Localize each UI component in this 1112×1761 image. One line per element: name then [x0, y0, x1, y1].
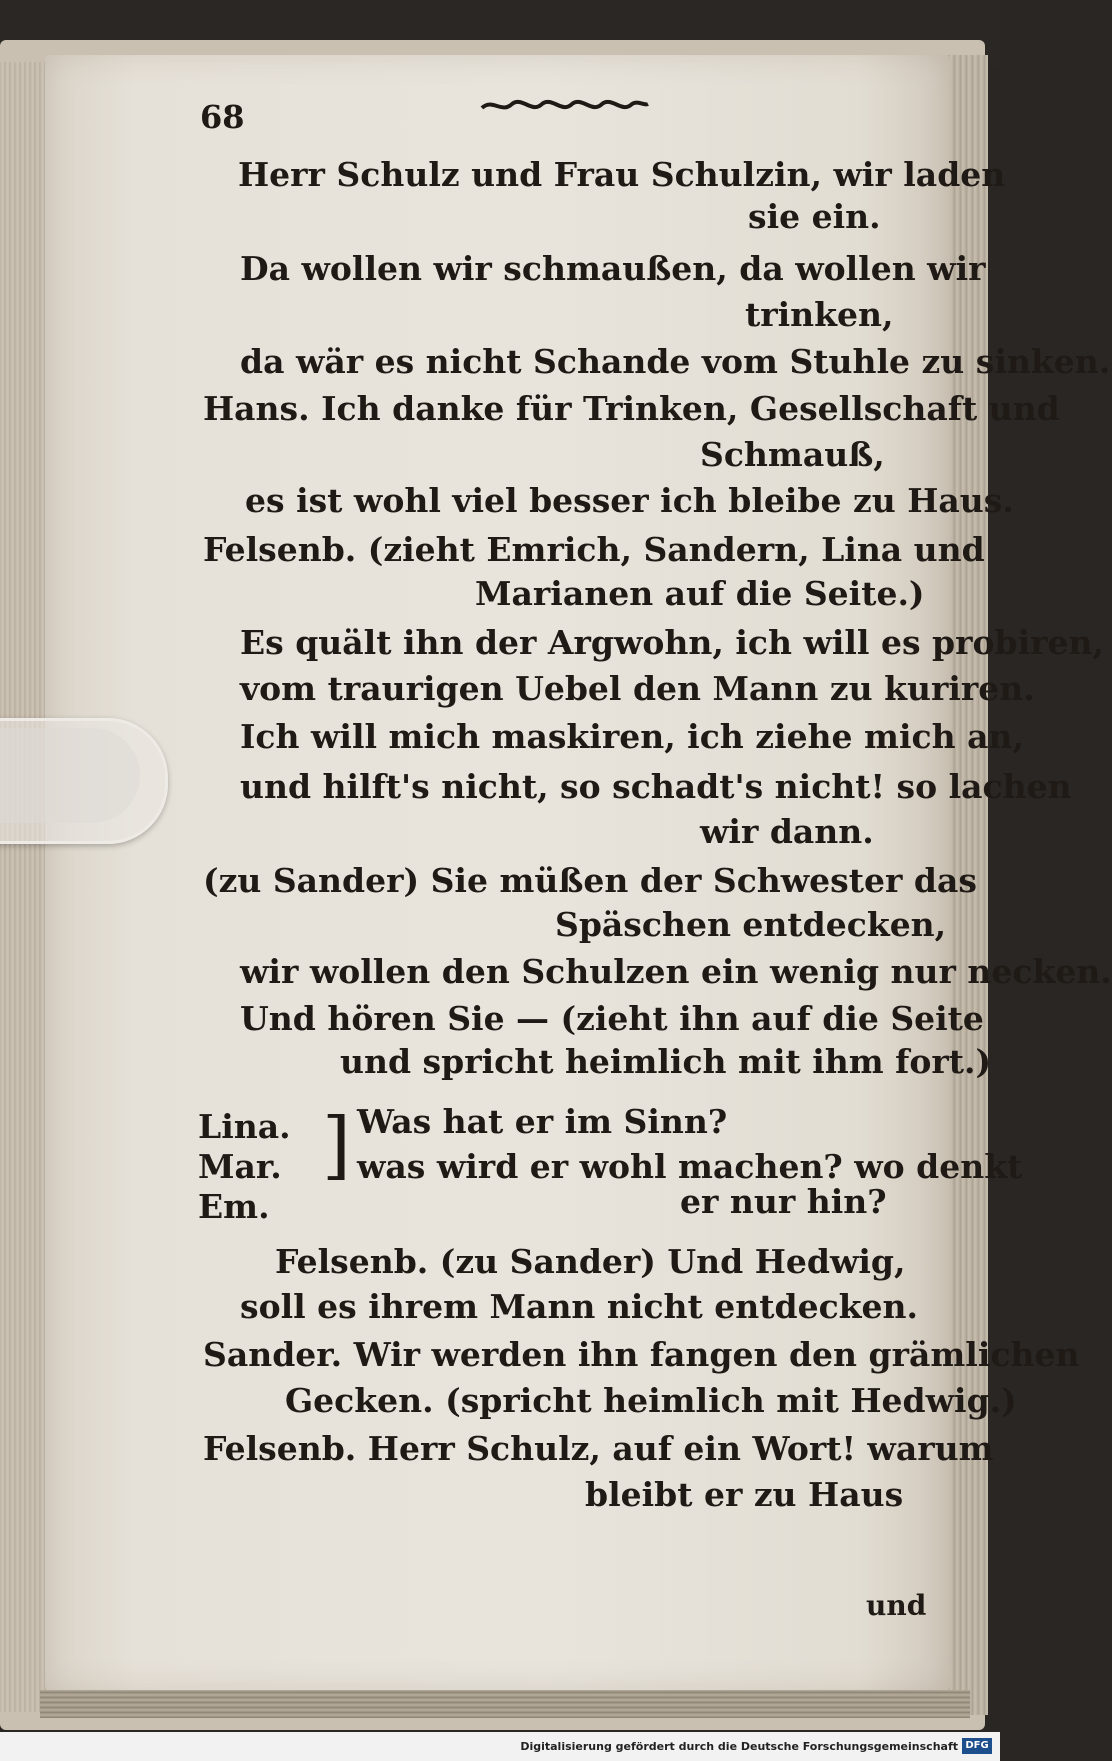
text-line: sie ein. — [748, 197, 881, 236]
speaker-em: Em. — [198, 1187, 270, 1226]
text-line: Marianen auf die Seite.) — [475, 574, 925, 613]
header-ornament-icon — [480, 96, 650, 116]
text-line: soll es ihrem Mann nicht entdecken. — [240, 1287, 918, 1326]
footer-credit: Digitalisierung gefördert durch die Deutsche Forschungsgemeinschaft — [520, 1740, 958, 1753]
text-line: was wird er wohl machen? wo denkt — [357, 1147, 1023, 1186]
footer-bar — [0, 1732, 1000, 1761]
text-line: (zu Sander) Sie müßen der Schwester das — [203, 861, 977, 900]
text-line: es ist wohl viel besser ich bleibe zu Haus. — [245, 481, 1014, 520]
text-line: Schmauß, — [700, 435, 885, 474]
dfg-logo: DFG — [962, 1738, 992, 1754]
brace-icon: ] — [322, 1102, 351, 1188]
text-line: vom traurigen Uebel den Mann zu kuriren. — [240, 669, 1035, 708]
text-line: Späschen entdecken, — [555, 905, 947, 944]
page-number: 68 — [200, 98, 245, 136]
text-line: er nur hin? — [680, 1182, 887, 1221]
text-line: Hans. Ich danke für Trinken, Gesellschaft und — [203, 389, 1060, 428]
text-line: Herr Schulz und Frau Schulzin, wir laden — [238, 155, 1006, 194]
text-line: da wär es nicht Schande vom Stuhle zu sinken. — [240, 342, 1111, 381]
speaker-lina: Lina. — [198, 1107, 291, 1146]
page-edge-left — [0, 62, 50, 1712]
text-line: und hilft's nicht, so schadt's nicht! so lachen — [240, 767, 1072, 806]
text-line: Sander. Wir werden ihn fangen den grämlichen — [203, 1335, 1080, 1374]
text-line: Felsenb. (zieht Emrich, Sandern, Lina und — [203, 530, 985, 569]
text-line: Felsenb. Herr Schulz, auf ein Wort! warum — [203, 1429, 994, 1468]
text-line: Es quält ihn der Argwohn, ich will es probiren, — [240, 623, 1104, 662]
text-line: wir wollen den Schulzen ein wenig nur necken. — [240, 952, 1112, 991]
text-line: bleibt er zu Haus — [585, 1475, 904, 1514]
text-line: Da wollen wir schmaußen, da wollen wir — [240, 249, 986, 288]
page-clip — [0, 718, 168, 844]
speaker-mar: Mar. — [198, 1147, 282, 1186]
text-line: trinken, — [745, 295, 894, 334]
text-line: wir dann. — [700, 812, 874, 851]
text-line: Und hören Sie — (zieht ihn auf die Seite — [240, 999, 984, 1038]
page-edge-bottom — [40, 1690, 970, 1718]
text-line: Felsenb. (zu Sander) Und Hedwig, — [275, 1242, 906, 1281]
text-line: Gecken. (spricht heimlich mit Hedwig.) — [285, 1381, 1017, 1420]
text-line: Was hat er im Sinn? — [357, 1102, 728, 1141]
text-line: Ich will mich maskiren, ich ziehe mich an, — [240, 717, 1024, 756]
text-line: und spricht heimlich mit ihm fort.) — [340, 1042, 992, 1081]
catchword: und — [866, 1589, 927, 1622]
